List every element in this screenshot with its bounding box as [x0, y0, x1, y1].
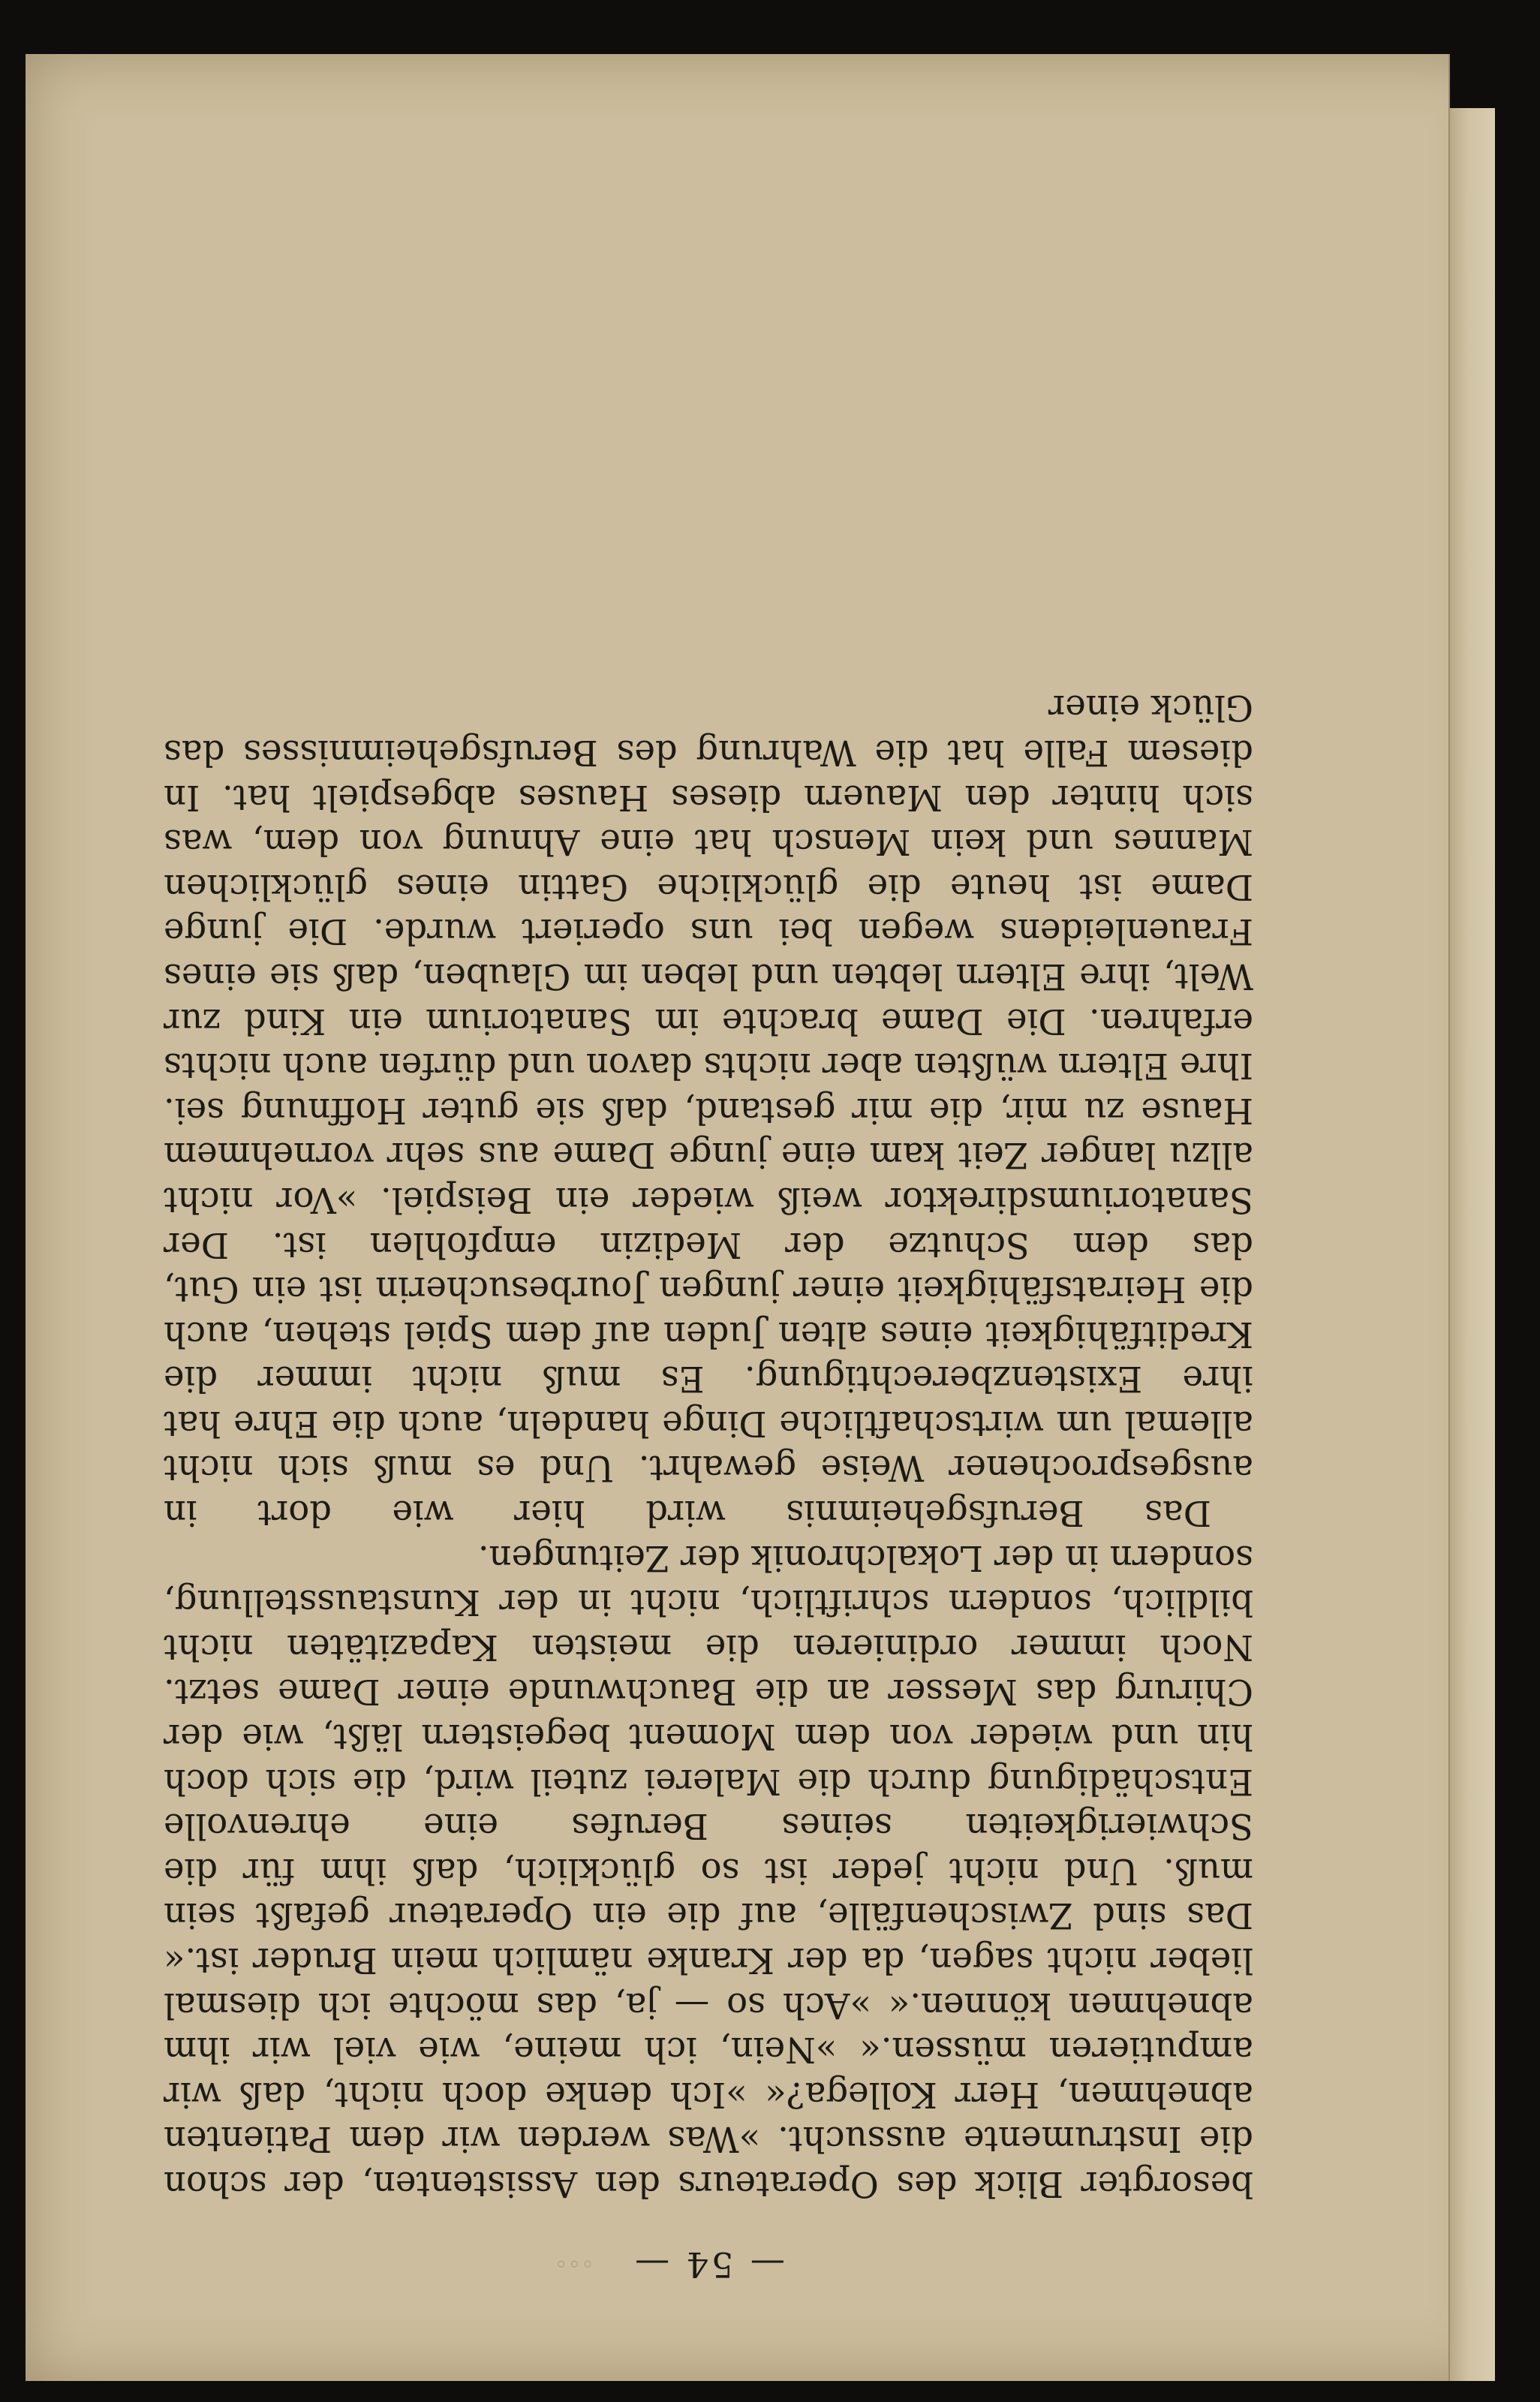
body-text — [164, 685, 1253, 2206]
paragraph-1: besorgter Blick des Operateurs den Assistenten, der schon die Instrumente aussucht. »Was werden wir dem Patienten abnehmen, Herr Kollega?« »Ich denke doch nicht, daß wir amputieren müssen.« »Nein, ich meine, wie viel wir ihm abnehmen können.« »Ach so — ja, das möchte ich diesmal lieber nicht sagen, da der Kranke nämlich mein Bruder ist.« Das sind Zwischenfälle, auf die ein Operateur gefaßt sein muß. Und nicht jeder ist so glücklich, daß ihm für die Schwierigkeiten seines Berufes eine ehrenvolle Entschädigung durch die Malerei zuteil wird, die sich doch hin und wieder von dem Moment begeistern läßt, wie der Chirurg das Messer an die Bauchwunde einer Dame setzt. Noch immer ordinieren die meisten Kapazitäten nicht bildlich, sondern schriftlich, nicht in der Kunstausstellung, sondern in der Lokalchronik der Zeitungen. — [164, 1537, 1253, 2205]
faint-stamp: ◦◦◦ — [554, 2250, 594, 2276]
paragraph-2: Das Berufsgeheimnis wird hier wie dort in ausgesprochener Weise gewahrt. Und es muß sich nicht allemal um wirtschaftliche Dinge handeln, auch die Ehre hat ihre Existenzberechtigung. Es muß nicht immer die Kreditfähigkeit eines alten Juden auf dem Spiel stehen, auch die Heiratsfähigkeit einer jungen Jourbesucherin ist ein Gut, das dem Schutze der Medizin empfohlen ist. Der Sanatoriumsdirektor weiß wieder ein Beispiel. »Vor nicht allzu langer Zeit kam eine junge Dame aus sehr vornehmem Hause zu mir, die mir gestand, daß sie guter Hoffnung sei. Ihre Eltern wüßten aber nichts davon und dürfen auch nichts erfahren. Die Dame brachte im Sanatorium ein Kind zur Welt, ihre Eltern lebten und leben im Glauben, daß sie eines Frauenleidens wegen bei uns operiert wurde. Die junge Dame ist heute die glückliche Gattin eines glücklichen Mannes und kein Mensch hat eine Ahnung von dem, was sich hinter den Mauern dieses Hauses abgespielt hat. In diesem Falle hat die Wahrung des Berufsgeheimnisses das Glück einer — [164, 688, 1253, 1534]
book-page — [26, 54, 1495, 2381]
rotated-page-content — [26, 54, 1495, 2381]
page-number: — 54 — — [632, 2244, 785, 2285]
